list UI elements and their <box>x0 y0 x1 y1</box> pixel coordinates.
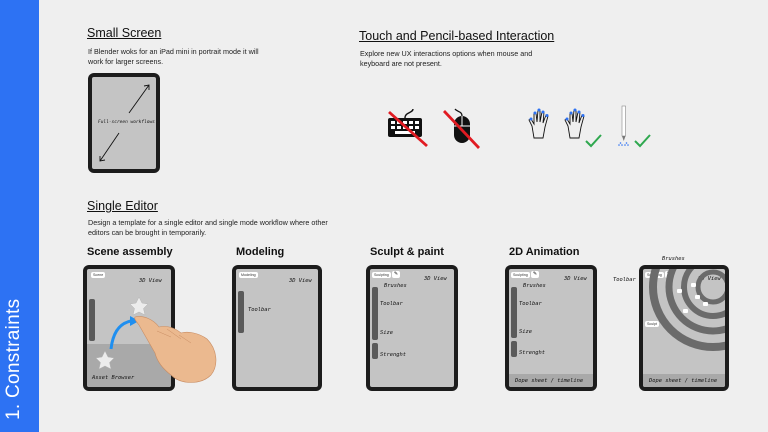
brushes-label: Brushes <box>384 283 407 289</box>
sidebar <box>0 0 39 432</box>
size-slider[interactable] <box>511 322 517 338</box>
column-sculpt-paint: Sculpt & paint <box>370 246 444 258</box>
mode-chip[interactable]: Sculpting <box>513 273 528 277</box>
mode-chip[interactable]: Modeling <box>241 273 256 277</box>
touch-desc: Explore new UX interactions options when mouse and keyboard are not present. <box>360 49 533 68</box>
device-sculpt-paint <box>366 265 458 391</box>
size-slider[interactable] <box>372 324 378 340</box>
view-label: 3D View <box>139 278 162 284</box>
mode-chip[interactable]: Scene <box>93 273 104 277</box>
toolbar-label: Toolbar <box>519 301 542 307</box>
asset-browser-label: Asset Browser <box>92 375 135 381</box>
small-screen-desc: If Blender woks for an iPad mini in portrait mode it will work for larger screens. <box>88 47 259 66</box>
mode-chip[interactable]: Sculpting <box>647 273 662 277</box>
device-screen <box>236 269 318 387</box>
brush-tool-icon[interactable]: ✎ <box>666 271 672 277</box>
brush-tool-icon[interactable]: ✎ <box>393 271 399 277</box>
device-screen <box>370 269 454 387</box>
ipad-mini-device <box>88 73 160 173</box>
column-scene-assembly: Scene assembly <box>87 246 173 258</box>
hand-icon <box>526 108 556 140</box>
view-label: 3D View <box>564 276 587 282</box>
strength-slider[interactable] <box>372 343 378 359</box>
device-screen <box>509 269 593 387</box>
strength-label: Strenght <box>519 350 545 356</box>
strength-slider[interactable] <box>511 341 517 357</box>
device-screen <box>643 269 725 387</box>
brushes-label: Brushes <box>523 283 546 289</box>
touch-title: Touch and Pencil-based Interaction <box>359 29 555 43</box>
sidebar-label: 1. Constraints <box>3 298 24 420</box>
small-screen-title: Small Screen <box>87 26 162 40</box>
dope-sheet-timeline[interactable] <box>509 374 593 387</box>
brush-tool-icon[interactable]: ✎ <box>532 271 538 277</box>
timeline-label: Dope sheet / timeline <box>515 378 584 384</box>
view-label: 3D View <box>289 278 312 284</box>
device-modeling <box>232 265 322 391</box>
size-label: Size <box>519 329 532 335</box>
timeline-label: Dope sheet / timeline <box>649 378 718 384</box>
sculpt-chip[interactable]: Sculpt <box>647 322 657 326</box>
single-editor-title: Single Editor <box>87 199 158 213</box>
single-editor-desc: Design a template for a single editor and single mode workflow where other editors can be brought in temporarily. <box>88 218 328 237</box>
view-label: 3D View <box>424 276 447 282</box>
view-label: 3D View <box>698 276 721 282</box>
drag-gesture-illustration <box>83 265 233 391</box>
strength-label: Strenght <box>380 352 406 358</box>
pencil-check-icon <box>614 104 654 150</box>
mouse-crossed-icon <box>441 108 483 150</box>
hand-check-icon <box>562 108 604 150</box>
fullscreen-label: Full-screen workflows <box>98 120 155 125</box>
column-modeling: Modeling <box>236 246 285 258</box>
column-2d-animation: 2D Animation <box>509 246 580 258</box>
device-screen <box>92 77 156 169</box>
keyboard-crossed-icon <box>386 108 430 148</box>
toolbar-label: Toolbar <box>248 307 271 313</box>
dope-sheet-timeline[interactable] <box>643 374 725 387</box>
toolbar-strip[interactable] <box>511 287 517 327</box>
brushes-callout: Brushes <box>662 256 685 262</box>
toolbar-strip[interactable] <box>238 291 244 333</box>
size-label: Size <box>380 330 393 336</box>
device-2d-animation <box>505 265 597 391</box>
toolbar-callout: Toolbar <box>613 277 636 283</box>
radial-menu-rings[interactable] <box>643 269 725 387</box>
toolbar-label: Toolbar <box>380 301 403 307</box>
toolbar-strip[interactable] <box>372 287 378 327</box>
mode-chip[interactable]: Sculpting <box>374 273 389 277</box>
device-radial-menu <box>639 265 729 391</box>
